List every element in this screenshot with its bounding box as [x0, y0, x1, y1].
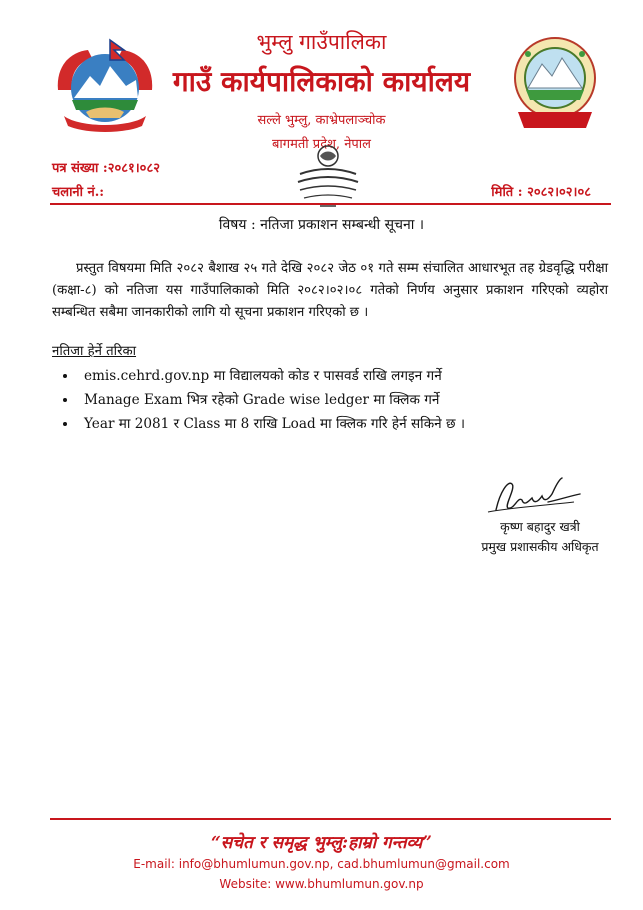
- header-divider: [50, 203, 611, 205]
- footer-email: E-mail: info@bhumlumun.gov.np, cad.bhumlumun@gmail.com: [133, 857, 510, 871]
- office-name: गाउँ कार्यपालिकाको कार्यालय: [172, 65, 471, 98]
- list-item: • emis.cehrd.gov.np मा विद्यालयको कोड र पासवर्ड राखि लगइन गर्ने: [78, 364, 618, 388]
- letter-number: पत्र संख्या :२०८१।०८२: [52, 161, 160, 176]
- notice-body: प्रस्तुत विषयमा मिति २०८२ बैशाख २५ गते देखि २०८२ जेठ ०१ गते सम्म संचालित आधारभूत तह ग्रेडवृद्धि परीक्षा (कक्षा-८) को नतिजा यस गाउँपालिकाको मिति २०८२।०२।०८ गतेको निर्णय अनुसार प्रकाशन गरिएको व्यहोरा सम्बन्धित सबैमा जानकारीको लागि यो सूचना प्रकाशन गरिएको छ ।: [52, 261, 608, 320]
- footer-website: Website: www.bhumlumun.gov.np: [219, 877, 424, 891]
- method-steps: [52, 364, 618, 436]
- municipality-name: भुम्लु गाउँपालिका: [256, 30, 387, 54]
- list-item: • Year मा 2081 र Class मा 8 राखि Load मा क्लिक गरि हेर्न सकिने छ ।: [78, 412, 618, 436]
- signature: [478, 472, 588, 522]
- signatory-title: प्रमुख प्रशासकीय अधिकृत: [481, 539, 599, 554]
- address-line-2: बागमती प्रदेश, नेपाल: [272, 137, 371, 152]
- list-item: • Manage Exam भित्र रहेको Grade wise ledger मा क्लिक गर्ने: [78, 388, 618, 412]
- footer-slogan: “सचेत र समृद्ध भुम्लु:हाम्रो गन्तव्य”: [211, 833, 432, 853]
- office-stamp: [290, 140, 366, 212]
- signatory-name: कृष्ण बहादुर खत्री: [500, 519, 580, 534]
- address-line-1: सल्ले भुम्लु, काभ्रेपलाञ्चोक: [257, 113, 386, 128]
- footer-divider: [50, 818, 611, 820]
- letter-date: मिति : २०८२।०२।०८: [491, 185, 591, 200]
- method-title: नतिजा हेर्ने तरिका: [52, 344, 137, 359]
- dispatch-number: चलानी नं.:: [52, 185, 105, 200]
- notice-subject: विषय : नतिजा प्रकाशन सम्बन्धी सूचना ।: [218, 217, 425, 233]
